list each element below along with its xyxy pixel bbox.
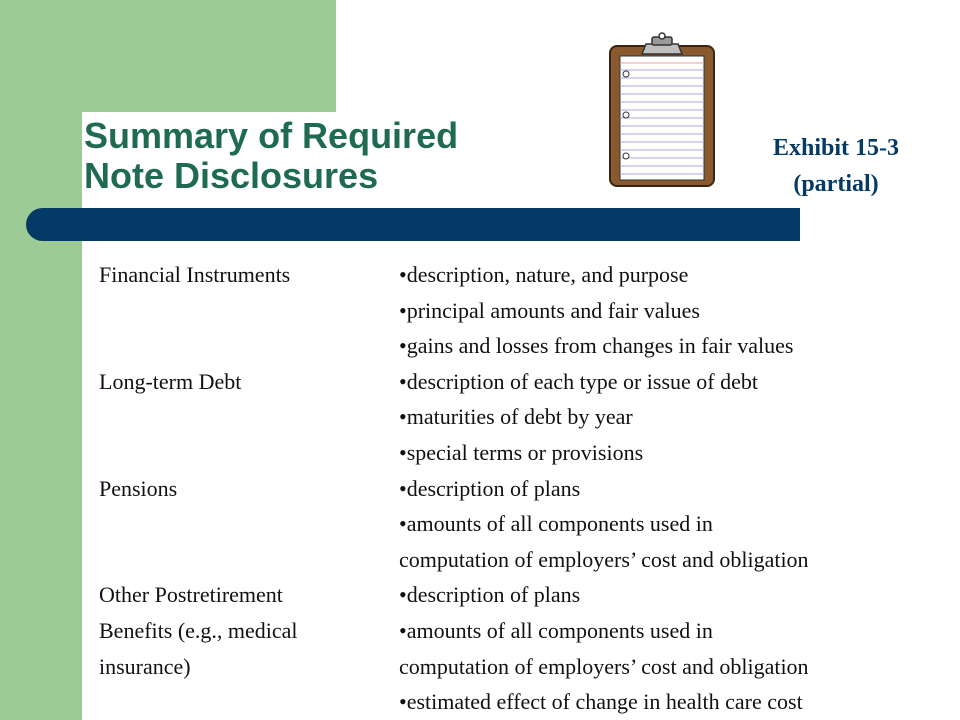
exhibit-line-2: (partial) <box>793 171 879 197</box>
left-green-band <box>0 0 82 720</box>
list-item: •maturities of debt by year <box>399 404 633 430</box>
topic-line: Financial Instruments <box>99 262 291 287</box>
item-continuation: computation of employers’ cost and obligation <box>399 653 809 679</box>
section-topic <box>99 577 399 719</box>
section-row <box>99 257 949 364</box>
section-row <box>99 364 949 471</box>
list-item: •gains and losses from changes in fair values <box>399 333 794 359</box>
item-text: •amounts of all components used in <box>399 511 713 537</box>
topic-line: Benefits (e.g., medical <box>99 617 298 643</box>
section-topic <box>99 364 399 471</box>
list-item <box>399 613 949 684</box>
section-row <box>99 577 949 719</box>
item-continuation: computation of employers’ cost and obligation <box>399 546 809 572</box>
page-title <box>84 116 458 196</box>
item-text: •amounts of all components used in <box>399 617 713 643</box>
section-items <box>399 364 949 471</box>
section-row <box>99 471 949 578</box>
list-item: •description of each type or issue of debt <box>399 368 758 394</box>
top-green-block <box>82 0 336 112</box>
list-item: •description, nature, and purpose <box>399 262 689 287</box>
exhibit-label <box>736 130 936 202</box>
topic-line: insurance) <box>99 653 191 679</box>
list-item: •special terms or provisions <box>399 439 644 465</box>
clipboard-icon <box>608 32 716 188</box>
list-item: •principal amounts and fair values <box>399 297 700 323</box>
title-line-1: Summary of Required <box>84 115 459 156</box>
list-item <box>399 506 949 577</box>
section-topic <box>99 471 399 578</box>
list-item: •description of plans <box>399 582 581 608</box>
disclosure-table <box>99 257 949 720</box>
list-item: •estimated effect of change in health care cost <box>399 689 803 715</box>
section-items <box>399 471 949 578</box>
section-topic <box>99 257 399 364</box>
title-underline-bar <box>26 208 800 241</box>
title-line-2: Note Disclosures <box>84 155 379 196</box>
topic-line: Pensions <box>99 475 178 501</box>
exhibit-line-1: Exhibit 15-3 <box>772 135 900 161</box>
section-items <box>399 257 949 364</box>
section-items <box>399 577 949 719</box>
topic-line: Other Postretirement <box>99 582 283 608</box>
list-item: •description of plans <box>399 475 581 501</box>
topic-line: Long-term Debt <box>99 368 242 394</box>
